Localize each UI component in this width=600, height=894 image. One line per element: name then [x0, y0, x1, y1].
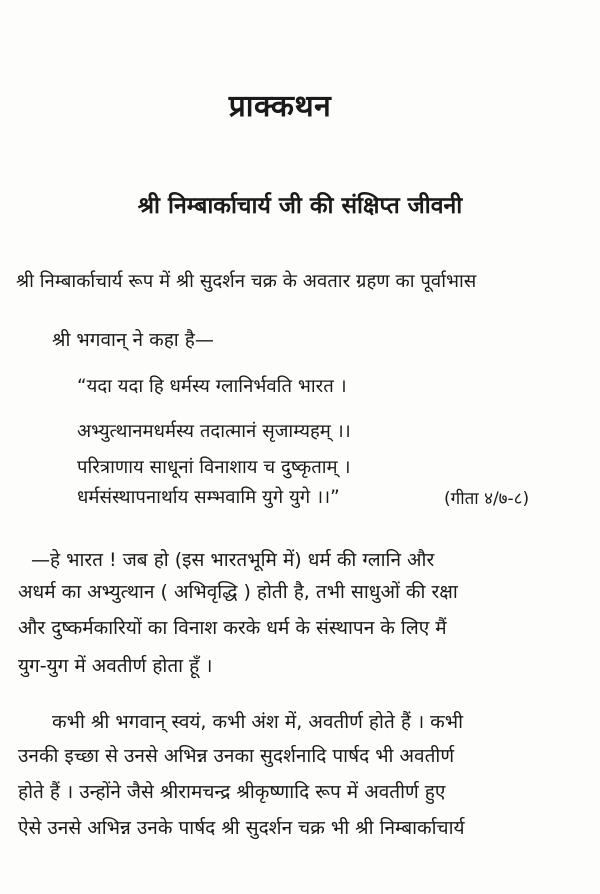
verse-line: धर्मसंस्थापनार्थाय सम्भवामि युगे युगे ।।” — [77, 487, 340, 508]
verse-line: परित्राणाय साधूनां विनाशाय च दुष्कृताम् । — [77, 457, 351, 478]
page-title: प्राक्कथन — [228, 89, 332, 124]
paragraph-line: —हे भारत ! जब हो (इस भारतभूमि में) धर्म की ग्लानि और — [31, 549, 435, 571]
verse-line: अभ्युत्थानमधर्मस्य तदात्मानं सृजाम्यहम् ।। — [77, 421, 351, 442]
paragraph-line: होते हैं । उन्होंने जैसे श्रीरामचन्द्र श्रीकृष्णादि रूप में अवतीर्ण हुए — [18, 781, 446, 803]
section-subtitle: श्री निम्बार्काचार्य जी की संक्षिप्त जीवनी — [137, 193, 463, 219]
verse-source: (गीता ४/७-८) — [444, 489, 530, 509]
verse-line: “यदा यदा हि धर्मस्य ग्लानिर्भवति भारत । — [77, 376, 347, 397]
paragraph-line: और दुष्कर्मकारियों का विनाश करके धर्म के संस्थापन के लिए मैं — [18, 617, 447, 639]
paragraph-line: कभी श्री भगवान् स्वयं, कभी अंश में, अवतीर्ण होते हैं । कभी — [52, 711, 464, 733]
paragraph-line: युग-युग में अवतीर्ण होता हूँ । — [18, 655, 213, 677]
quote-intro: श्री भगवान् ने कहा है— — [52, 329, 214, 351]
paragraph-line: अधर्म का अभ्युत्थान ( अभिवृद्धि ) होती है, तभी साधुओं की रक्षा — [18, 581, 458, 603]
intro-line: श्री निम्बार्काचार्य रूप में श्री सुदर्शन चक्र के अवतार ग्रहण का पूर्वाभास — [16, 271, 477, 292]
paragraph-line: ऐसे उनसे अभिन्न उनके पार्षद श्री सुदर्शन चक्र भी श्री निम्बार्काचार्य — [18, 817, 465, 839]
paragraph-line: उनकी इच्छा से उनसे अभिन्न उनका सुदर्शनादि पार्षद भी अवतीर्ण — [18, 745, 455, 767]
